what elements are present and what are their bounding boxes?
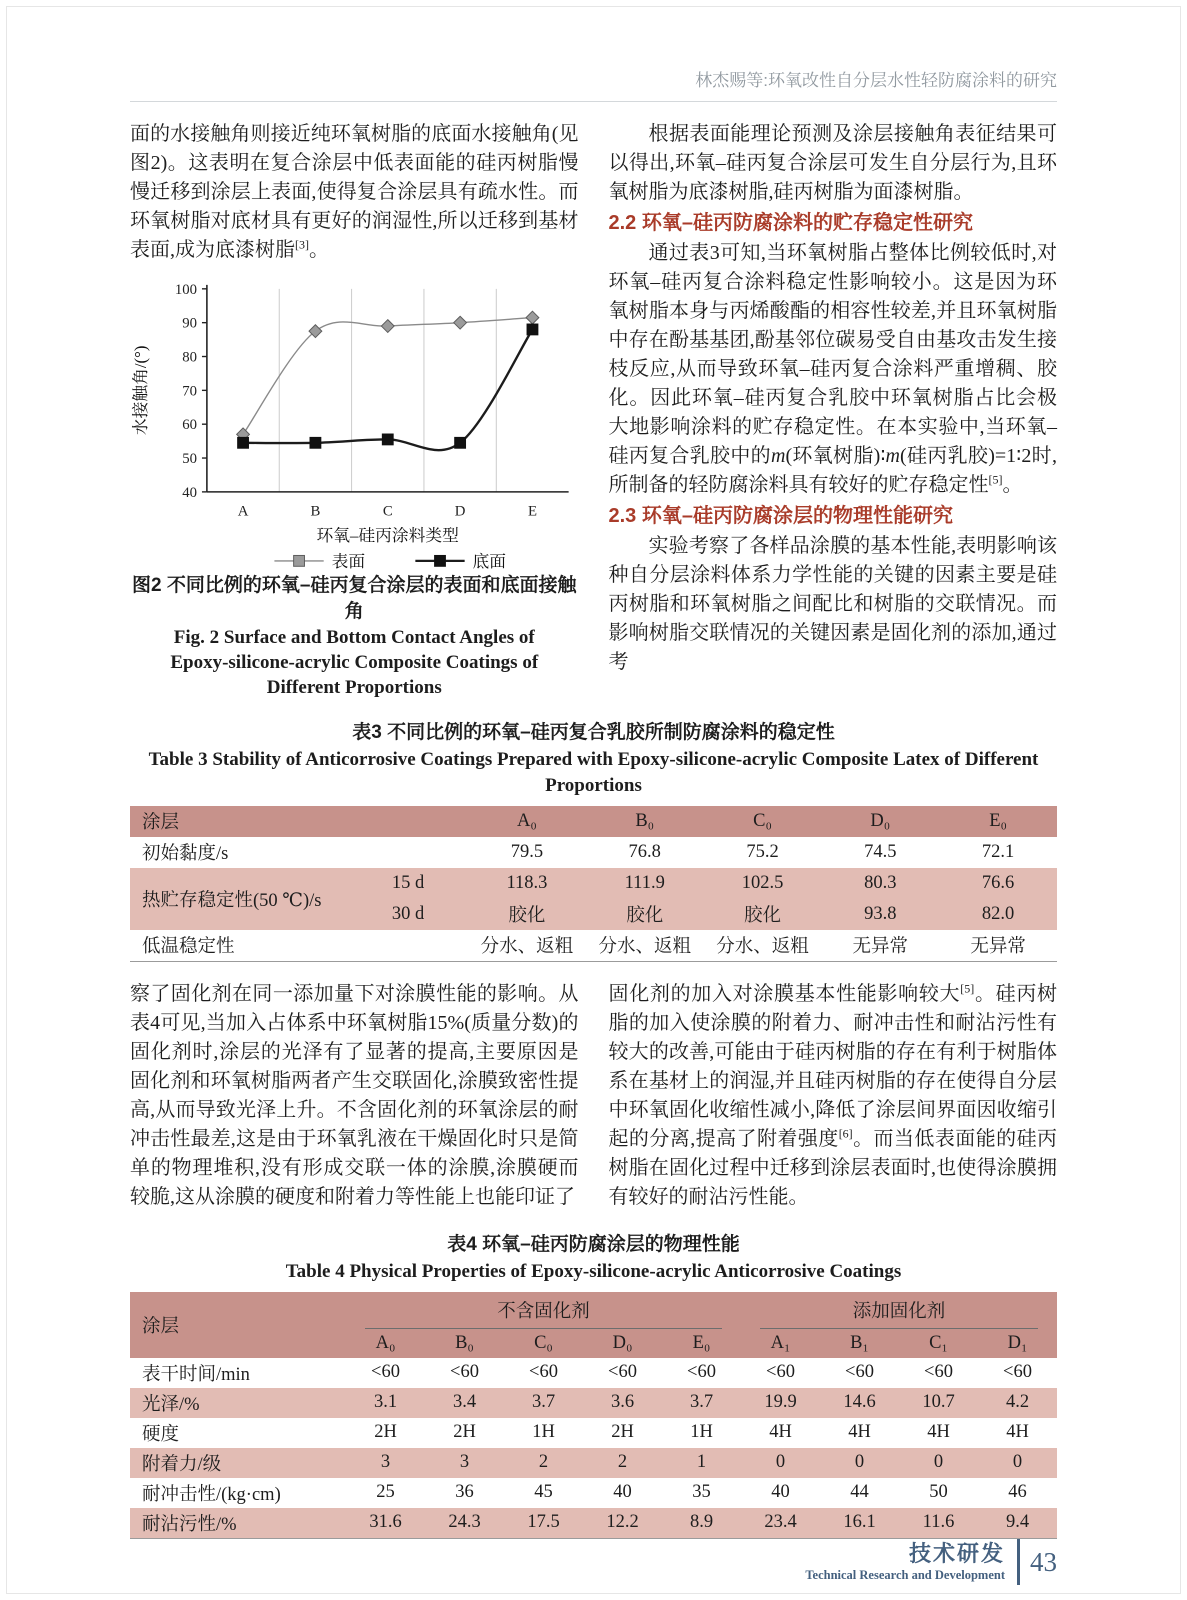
table-cell: 8.9 [662,1508,741,1539]
table-cell: <60 [924,1362,953,1383]
table-cell: 44 [850,1482,869,1503]
table-cell: 23.4 [741,1508,820,1539]
table-cell: 无异常 [821,930,939,962]
table-cell: 表干时间/min [142,1364,250,1385]
table-cell: 0 [820,1448,899,1478]
table-row [130,1508,1057,1539]
table-cell: 分水、返粗 [586,930,704,962]
table-cell: 30 d [348,899,468,930]
paragraph: 根据表面能理论预测及涂层接触角表征结果可以得出,环氧–硅丙复合涂层可发生自分层行为,且环氧树脂为底漆树脂,硅丙树脂为面漆树脂。 [608,123,1057,203]
table-row [130,1478,1057,1508]
table-cell: 无异常 [939,930,1057,962]
right-column [609,980,1058,1212]
table-cell: C₀ [504,1330,583,1358]
table-row [130,1418,1057,1448]
paragraph: 面的水接触角则接近纯环氧树脂的底面水接触角(见图2)。这表明在复合涂层中低表面能的硅丙树脂慢慢迁移到涂层上表面,使得复合涂层具有疏水性。而环氧树脂对底材具有更好的润湿性,所以迁移到基材表面,成为底漆树脂[3]。 [130,123,579,261]
table-cell: 40 [771,1482,790,1503]
table-cell: 31.6 [346,1508,425,1539]
table-row [130,1358,1057,1388]
table-cell: 光泽/% [130,1388,346,1418]
figure2-caption [130,573,579,700]
table-cell: 82.0 [939,899,1057,930]
table-cell: 1H [690,1422,713,1443]
table-cell: 4H [769,1422,792,1443]
table-cell: 2H [374,1422,397,1443]
table-cell: 2 [583,1448,662,1478]
table4-group-header-row [130,1292,1057,1330]
table-cell: A₁ [741,1330,820,1358]
table-row [130,1388,1057,1418]
svg-text:50: 50 [182,450,198,467]
svg-text:D: D [454,503,466,520]
table-cell: 硬度 [142,1424,180,1445]
table3-block [130,720,1057,962]
right-column [609,120,1058,700]
table-cell: 25 [376,1482,395,1503]
table-cell: 3 [425,1448,504,1478]
table-cell: <60 [450,1362,479,1383]
table-cell: 79.5 [510,841,544,862]
table-cell: D₀ [821,806,939,837]
paragraph: 察了固化剂在同一添加量下对涂膜性能的影响。从表4可见,当加入占体系中环氧树脂15%(质量分数)的固化剂时,涂层的光泽有了显著的提高,主要原因是固化剂和环氧树脂两者产生交联固化,涂膜致密性提高,从而导致光泽上升。不含固化剂的环氧涂层的耐冲击性最差,这是由于环氧乳液在干燥固化时只是简单的物理堆积,没有形成交联一体的涂膜,涂膜硬而较脆,这从涂膜的硬度和附着力等性能上也能印证了 [130,982,579,1208]
table-cell: 15 d [348,868,468,899]
table-cell: 19.9 [741,1388,820,1418]
svg-text:C: C [382,503,393,520]
contact-angle-chart [130,277,579,571]
svg-text:底面: 底面 [472,551,507,571]
svg-text:60: 60 [182,417,198,434]
table-cell: <60 [766,1362,795,1383]
columns-bottom [130,980,1057,1212]
paragraph: 固化剂的加入对涂膜基本性能影响较大[5]。硅丙树脂的加入使涂膜的附着力、耐冲击性和耐沾污性有较大的改善,可能由于硅丙树脂的存在有利于树脂体系在基材上的润湿,并且硅丙树脂的存在使得自分层中环氧固化收缩性减小,降低了涂层间界面因收缩引起的分离,提高了附着强度[6]。而当低表面能的硅丙树脂在固化过程中迁移到涂层表面时,也使得涂膜拥有较好的耐沾污性能。 [608,981,1058,1208]
table-cell: <60 [845,1362,874,1383]
running-header: 林杰赐等:环氧改性自分层水性轻防腐涂料的研究 [130,66,1057,102]
table-cell: 分水、返粗 [468,930,586,962]
table-cell: 102.5 [704,868,822,899]
table-cell: 72.1 [981,841,1015,862]
table3-header-row [130,806,1057,837]
table-cell: B₀ [425,1330,504,1358]
footer-divider [1017,1539,1020,1585]
table3-caption-en: Table 3 Stability of Anticorrosive Coatings Prepared with Epoxy-silicone-acrylic Composite Latex of Different Proportions [148,748,1039,796]
table-cell: 0 [899,1448,978,1478]
table-cell: 0 [741,1448,820,1478]
table-cell: 10.7 [899,1388,978,1418]
table-cell: 24.3 [425,1508,504,1539]
table-cell: <60 [1003,1362,1032,1383]
section-heading-2-3: 2.3 环氧–硅丙防腐涂层的物理性能研究 [608,505,953,527]
footer-section-label [805,1541,1005,1583]
table3 [130,806,1057,962]
table-cell: 0 [978,1448,1057,1478]
table-cell: 耐冲击性/(kg·cm) [142,1484,281,1505]
table-cell: A₀ [346,1330,425,1358]
table-cell: D₁ [978,1330,1057,1358]
table-cell: 3.4 [425,1388,504,1418]
paragraph: 通过表3可知,当环氧树脂占整体比例较低时,对环氧–硅丙复合涂料稳定性影响较小。这是因为环氧树脂本身与丙烯酸酯的相容性较差,并且环氧树脂中存在酚基基团,酚基邻位碳易受自由基攻击发生接枝反应,从而导致环氧–硅丙复合涂料严重增稠、胶化。因此环氧–硅丙复合乳胶中环氧树脂占比会极大地影响涂料的贮存稳定性。在本实验中,当环氧–硅丙复合乳胶中的m(环氧树脂)∶m(硅丙乳胶)=1∶2时,所制备的轻防腐涂料具有较好的贮存稳定性[5]。 [608,242,1057,496]
table-cell: 45 [534,1482,553,1503]
table-cell: 低温稳定性 [130,930,468,962]
table-cell: 111.9 [586,868,704,899]
table-cell: <60 [687,1362,716,1383]
table-cell-group2: 添加固化剂 [741,1292,1057,1330]
svg-text:90: 90 [182,315,198,332]
table-cell: B₀ [586,806,704,837]
footer-section-en: Technical Research and Development [805,1567,1005,1582]
paragraph: 实验考察了各样品涂膜的基本性能,表明影响该种自分层涂料体系力学性能的关键的因素主要是硅丙树脂和环氧树脂之间配比和树脂的交联情况。而影响树脂交联情况的关键因素是固化剂的添加,通过考 [608,535,1057,673]
figure2-caption-cn: 图2 不同比例的环氧–硅丙复合涂层的表面和底面接触角 [132,574,577,622]
table-cell: 2 [504,1448,583,1478]
table-cell: 14.6 [820,1388,899,1418]
table-cell: 1H [532,1422,555,1443]
table-cell: 胶化 [586,899,704,930]
table-cell: 涂层 [130,806,468,837]
table-cell: 初始黏度/s [142,844,229,865]
svg-text:B: B [310,503,321,520]
table3-caption-cn: 表3 不同比例的环氧–硅丙复合乳胶所制防腐涂料的稳定性 [352,721,835,743]
table-cell: 11.6 [899,1508,978,1539]
table-row [130,930,1057,962]
table-cell: 4H [1006,1422,1029,1443]
columns-top [130,120,1057,700]
table-cell: 分水、返粗 [704,930,822,962]
table-cell: E₀ [939,806,1057,837]
table4-caption-en: Table 4 Physical Properties of Epoxy-silicone-acrylic Anticorrosive Coatings [285,1260,902,1282]
table-cell: 80.3 [821,868,939,899]
table-cell: 40 [613,1482,632,1503]
table-cell: D₀ [583,1330,662,1358]
table-cell: 118.3 [468,868,586,899]
table-cell: 2H [611,1422,634,1443]
table-cell: 胶化 [468,899,586,930]
table-cell: C₀ [704,806,822,837]
table-cell: 12.2 [583,1508,662,1539]
table-cell: 胶化 [704,899,822,930]
table-cell: 9.4 [978,1508,1057,1539]
table-cell: 46 [1008,1482,1027,1503]
figure2-caption-en: Different Proportions [266,676,442,698]
table-cell: 17.5 [504,1508,583,1539]
table-cell: 1 [662,1448,741,1478]
table-cell: 3.6 [583,1388,662,1418]
table-cell: 3.1 [346,1388,425,1418]
table-cell: 4H [848,1422,871,1443]
table-cell: A₀ [468,806,586,837]
svg-text:100: 100 [174,281,198,298]
table-cell: C₁ [899,1330,978,1358]
table-cell: 76.6 [939,868,1057,899]
page-number: 43 [1030,1546,1057,1577]
table-cell: 75.2 [746,841,779,862]
table-row [130,1448,1057,1478]
table-cell: 3.7 [662,1388,741,1418]
table-cell: <60 [529,1362,558,1383]
svg-text:A: A [237,503,249,520]
table-cell: E₀ [662,1330,741,1358]
figure2 [130,277,579,700]
table-cell: 76.8 [628,841,661,862]
table-cell: 附着力/级 [130,1448,346,1478]
svg-text:环氧–硅丙涂料类型: 环氧–硅丙涂料类型 [316,526,459,546]
svg-text:40: 40 [182,484,198,501]
left-column [130,980,579,1212]
footer-section-cn: 技术研发 [908,1540,1005,1566]
table-cell: 93.8 [821,899,939,930]
table-cell: 涂层 [130,1292,346,1358]
svg-text:水接触角/(°): 水接触角/(°) [130,345,150,436]
figure2-caption-en: Fig. 2 Surface and Bottom Contact Angles of [173,626,535,648]
table-cell-group1: 不含固化剂 [346,1292,741,1330]
table4 [130,1292,1057,1539]
left-column [130,120,579,700]
page-footer [130,1539,1057,1585]
table-cell: 74.5 [864,841,897,862]
section-heading-2-2: 2.2 环氧–硅丙防腐涂料的贮存稳定性研究 [608,212,973,234]
table-cell: 4H [927,1422,950,1443]
table-cell: 2H [453,1422,476,1443]
table-cell: <60 [371,1362,400,1383]
table-cell: 4.2 [978,1388,1057,1418]
svg-text:80: 80 [182,349,198,366]
table-cell: 3.7 [504,1388,583,1418]
table4-caption-cn: 表4 环氧–硅丙防腐涂层的物理性能 [447,1233,740,1255]
svg-text:表面: 表面 [331,551,366,571]
table-cell: 热贮存稳定性(50 ℃)/s [130,868,348,930]
table-cell: B₁ [820,1330,899,1358]
table4-block [130,1232,1057,1539]
table-cell: 16.1 [820,1508,899,1539]
table-row [130,868,1057,899]
svg-text:70: 70 [182,383,198,400]
svg-text:E: E [527,503,537,520]
table-cell: <60 [608,1362,637,1383]
table-cell: 3 [346,1448,425,1478]
figure2-caption-en: Epoxy-silicone-acrylic Composite Coatings of [170,651,539,673]
table-cell: 耐沾污性/% [130,1508,346,1539]
table-cell: 36 [455,1482,474,1503]
table-cell: 50 [929,1482,948,1503]
table-cell: 35 [692,1482,711,1503]
table-row [130,837,1057,868]
